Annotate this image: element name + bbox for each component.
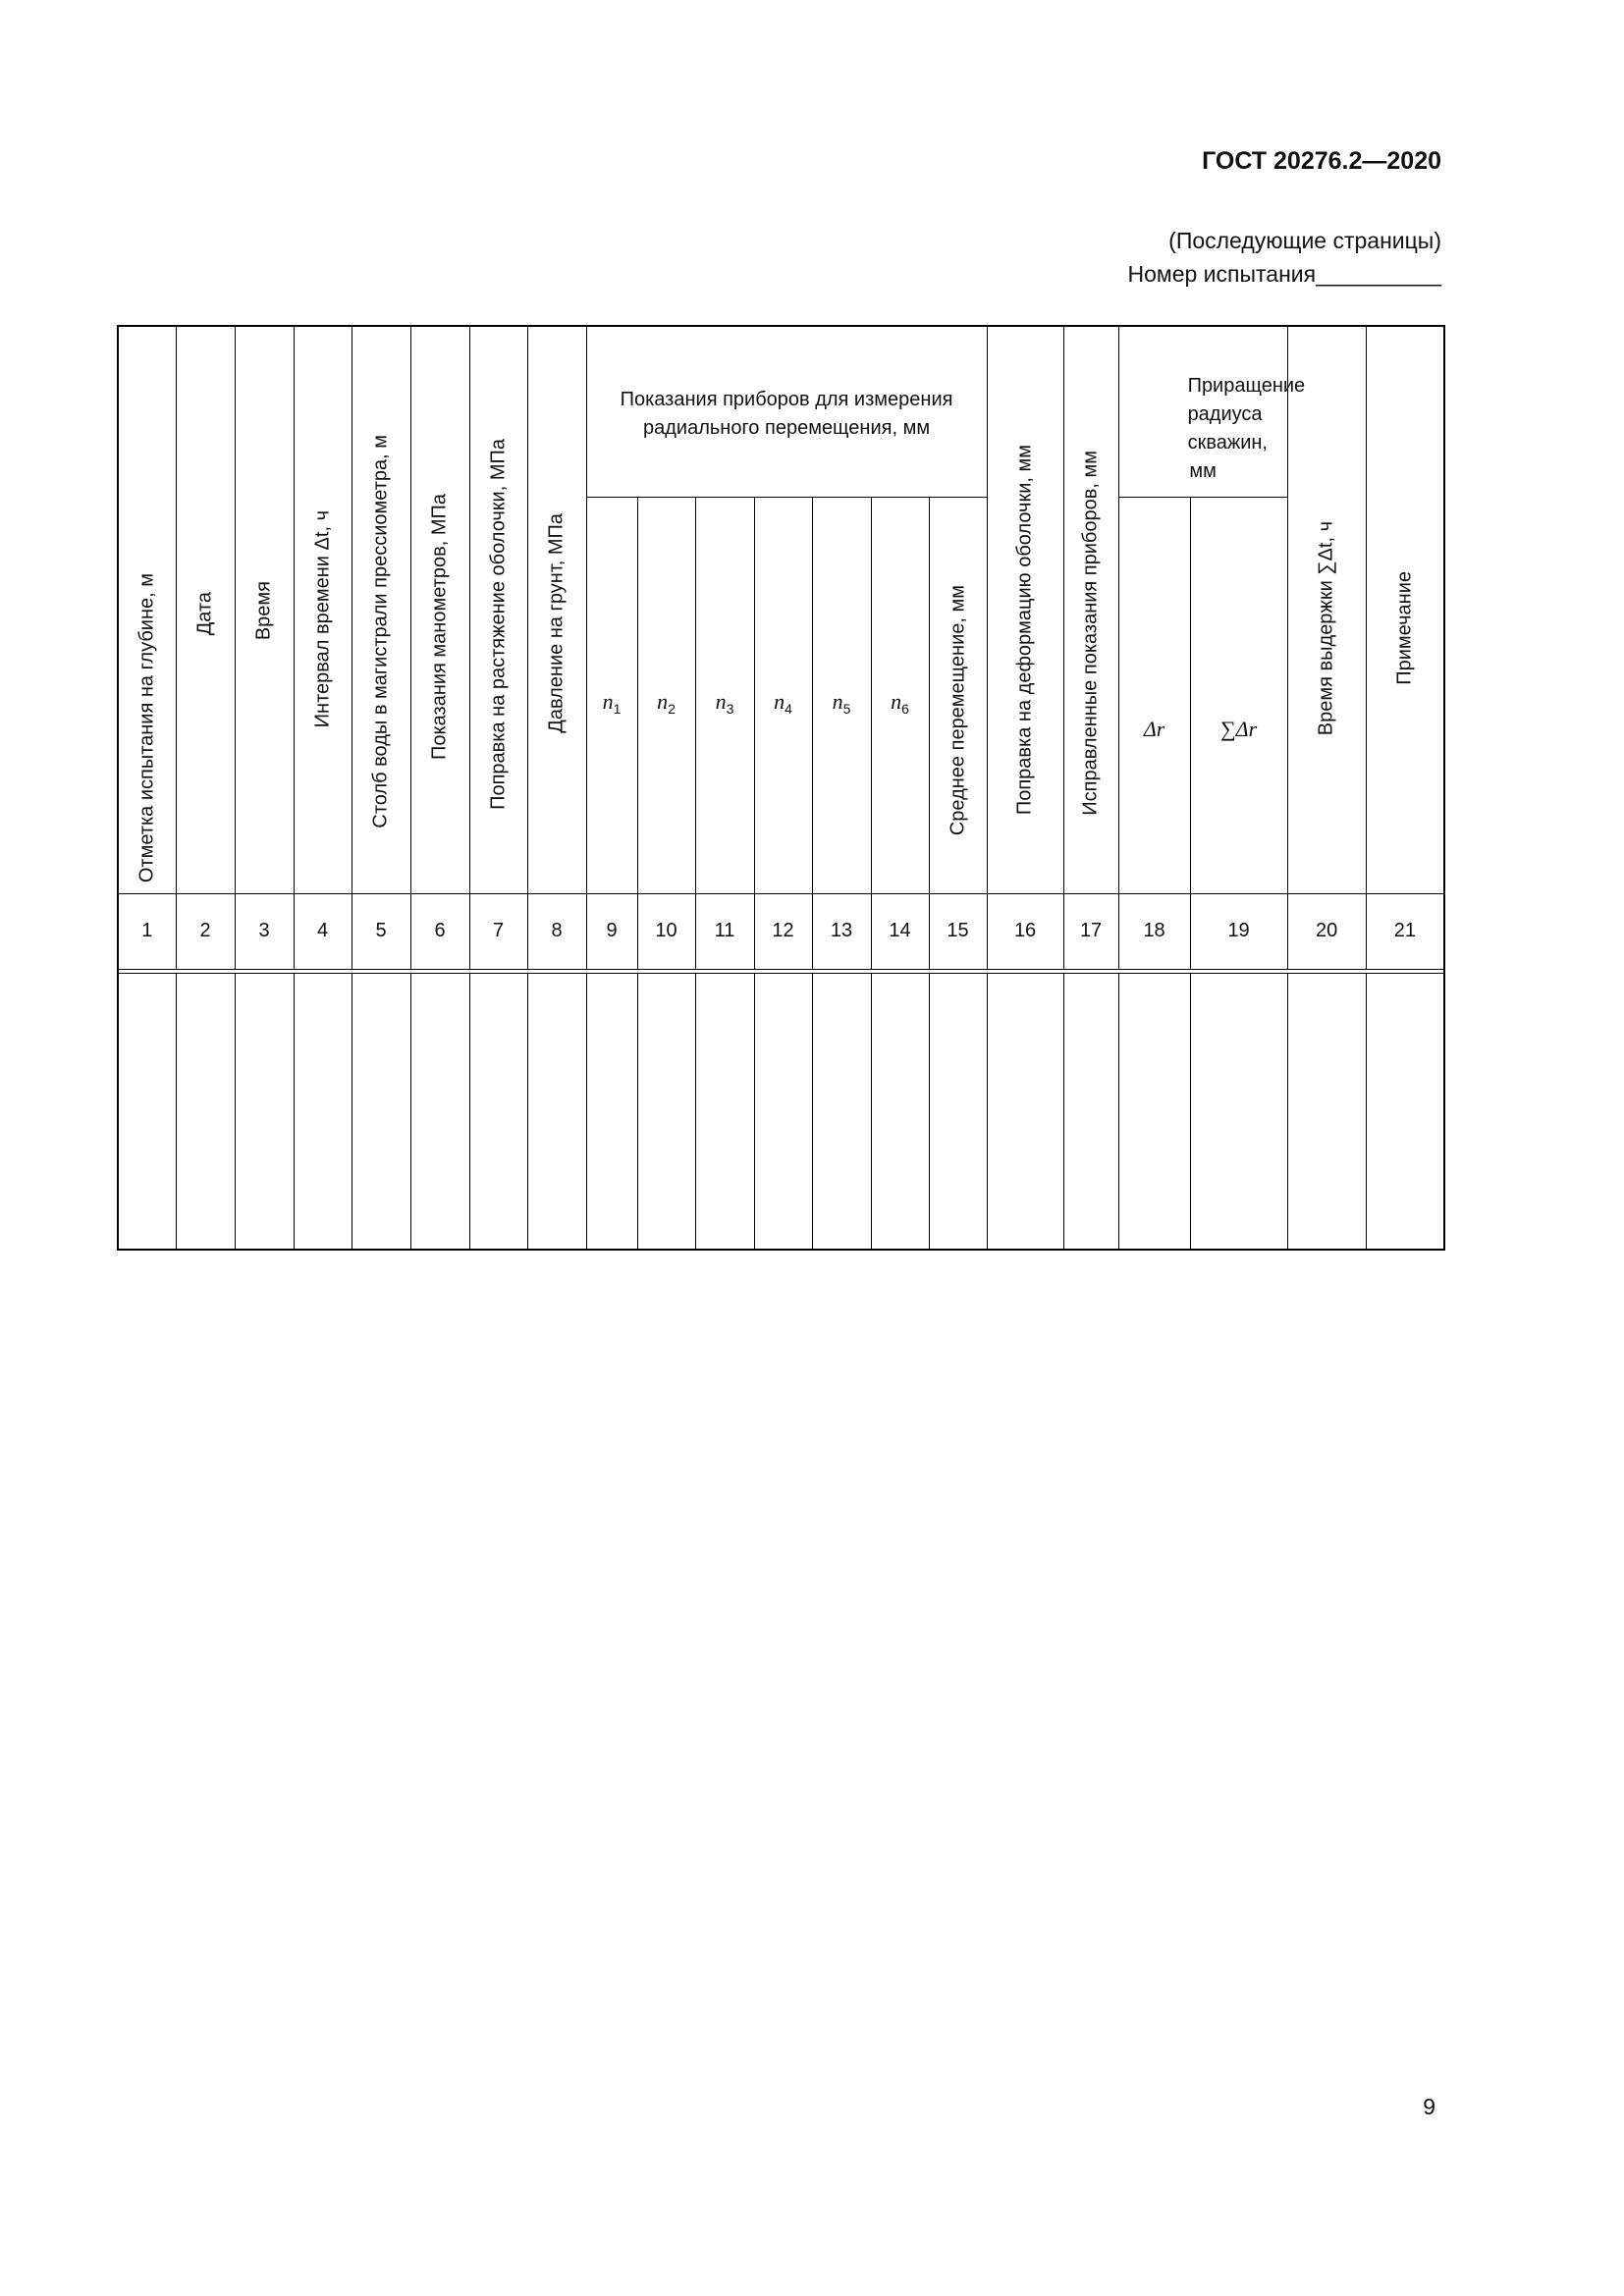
header-cell: [987, 326, 1063, 893]
sub-header-n5: $n_5$: [812, 497, 871, 893]
header-cell: [294, 326, 352, 893]
header-cell: [410, 326, 469, 893]
entry-cell[interactable]: [1118, 973, 1190, 1250]
column-number: 20: [1287, 893, 1366, 969]
sub-header-n3: $n_3$: [695, 497, 754, 893]
sub-header-n4: $n_4$: [754, 497, 812, 893]
sub-header-delta-r: Δr: [1118, 497, 1190, 893]
entry-cell[interactable]: [527, 973, 586, 1250]
sub-header-n1: $n_1$: [586, 497, 637, 893]
column-number: 13: [812, 893, 871, 969]
header-label: Время: [252, 581, 275, 641]
entry-cell[interactable]: [871, 973, 929, 1250]
group-header-radius: Приращение радиуса скважин, мм: [1118, 326, 1287, 497]
header-cell: [176, 326, 235, 893]
column-number: 5: [352, 893, 410, 969]
sub-header-n6: $n_6$: [871, 497, 929, 893]
header-cell: [1366, 326, 1444, 893]
column-number: 18: [1118, 893, 1190, 969]
header-cell: [1287, 326, 1366, 893]
header-cell: [1063, 326, 1118, 893]
header-cell: [118, 326, 176, 893]
entry-cell[interactable]: [695, 973, 754, 1250]
column-number: 16: [987, 893, 1063, 969]
header-cell: [527, 326, 586, 893]
column-number: 14: [871, 893, 929, 969]
entry-cell[interactable]: [1190, 973, 1287, 1250]
header-label: Дата: [193, 592, 216, 636]
entry-cell[interactable]: [352, 973, 410, 1250]
entry-cell[interactable]: [1366, 973, 1444, 1250]
column-number: 8: [527, 893, 586, 969]
entry-cell[interactable]: [469, 973, 527, 1250]
column-number-row: [118, 893, 1444, 969]
column-number: 1: [118, 893, 176, 969]
header-cell: [352, 326, 410, 893]
column-number: 19: [1190, 893, 1287, 969]
header-cell: [235, 326, 294, 893]
column-number: 9: [586, 893, 637, 969]
column-number: 7: [469, 893, 527, 969]
entry-cell[interactable]: [1287, 973, 1366, 1250]
column-number: 12: [754, 893, 812, 969]
column-number: 4: [294, 893, 352, 969]
column-number: 15: [929, 893, 987, 969]
column-number: 11: [695, 893, 754, 969]
entry-cell[interactable]: [410, 973, 469, 1250]
sub-header-n2: $n_2$: [637, 497, 695, 893]
header-label: Среднее перемещение, мм: [947, 585, 969, 836]
entry-cell[interactable]: [1063, 973, 1118, 1250]
entry-cell[interactable]: [235, 973, 294, 1250]
column-number: 17: [1063, 893, 1118, 969]
header-label: Отметка испытания на глубине, м: [135, 573, 158, 883]
entry-cell[interactable]: [118, 973, 176, 1250]
test-log-table: [117, 325, 1445, 1251]
entry-cell[interactable]: [987, 973, 1063, 1250]
entry-cell[interactable]: [176, 973, 235, 1250]
header-cell: [469, 326, 527, 893]
column-number: 3: [235, 893, 294, 969]
entry-cell[interactable]: [754, 973, 812, 1250]
header-label: Примечание: [1393, 570, 1416, 685]
column-number: 6: [410, 893, 469, 969]
entry-cell[interactable]: [637, 973, 695, 1250]
header-label: Поправка на растяжение оболочки, МПа: [487, 438, 509, 810]
document-code: ГОСТ 20276.2—2020: [1202, 147, 1441, 175]
header-cell: [929, 497, 987, 893]
continuation-note: (Последующие страницы): [1168, 228, 1441, 253]
test-number-label: Номер испытания__________: [1127, 261, 1441, 287]
header-label: Поправка на деформацию оболочки, мм: [1013, 445, 1036, 816]
header-label: Показания манометров, МПа: [428, 494, 451, 761]
entry-cell[interactable]: [812, 973, 871, 1250]
header-label: Исправленные показания приборов, мм: [1079, 450, 1102, 816]
entry-cell[interactable]: [586, 973, 637, 1250]
entry-cell[interactable]: [929, 973, 987, 1250]
header-label: Столб воды в магистрали прессиометра, м: [369, 434, 392, 828]
page-number: 9: [1423, 2094, 1435, 2119]
entry-cell[interactable]: [294, 973, 352, 1250]
header-label: Интервал времени Δt, ч: [311, 510, 333, 728]
entry-row: [118, 973, 1444, 1250]
column-number: 10: [637, 893, 695, 969]
group-header-radial: Показания приборов для измерения радиального перемещения, мм: [586, 326, 987, 497]
column-number: 2: [176, 893, 235, 969]
header-label: Давление на грунт, МПа: [545, 512, 568, 733]
header-label: Время выдержки ∑Δt, ч: [1315, 521, 1337, 736]
header-row-top: [118, 326, 1444, 497]
column-number: 21: [1366, 893, 1444, 969]
sub-header-sum-delta-r: ∑Δr: [1190, 497, 1287, 893]
